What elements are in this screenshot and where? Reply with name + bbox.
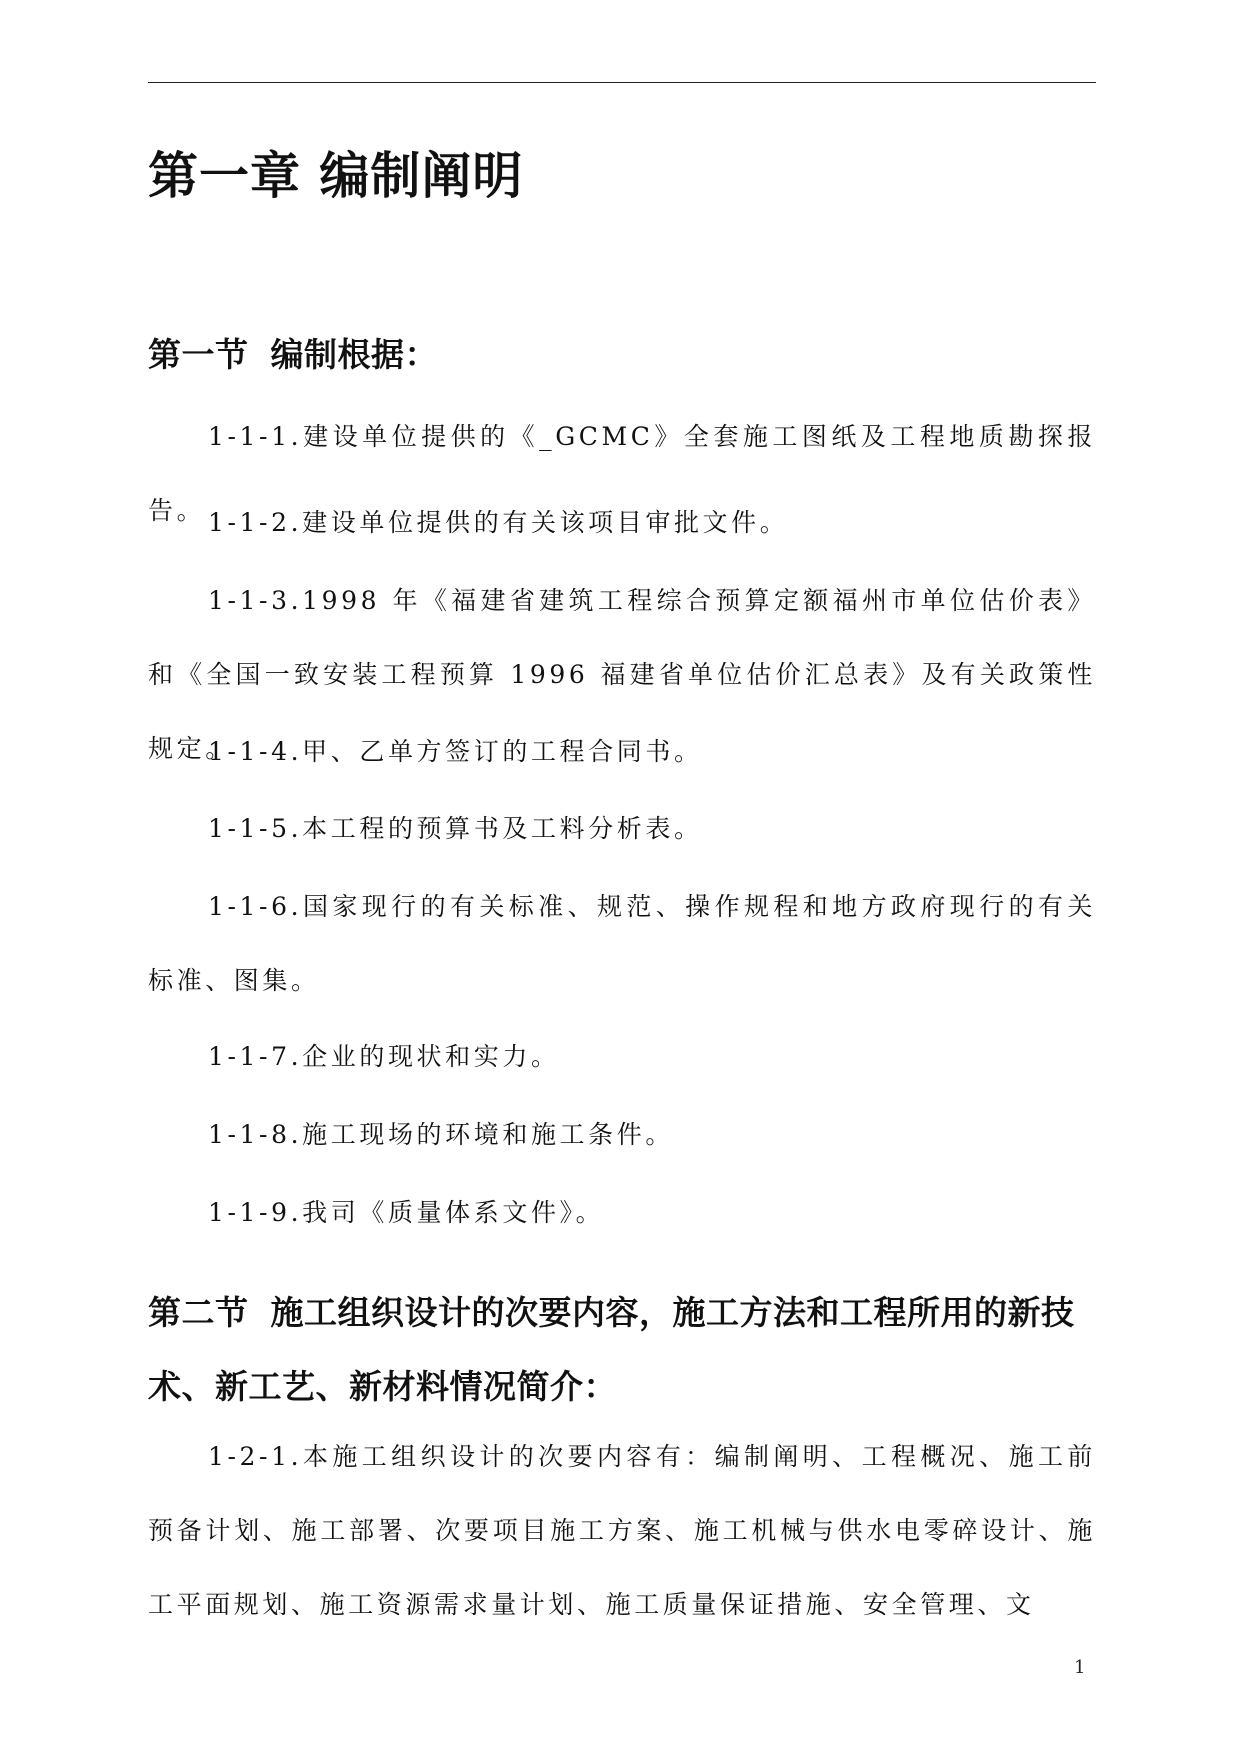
paragraph-item: 1-1-7.企业的现状和实力。 [208, 1042, 560, 1071]
paragraph-item: 1-2-1.本施工组织设计的次要内容有：编制阐明、工程概况、施工前预备计划、施工部署、次要项目施工方案、施工机械与供水电零碎设计、施工平面规划、施工资源需求量计划、施工质量保证措施、安全管理、文 [148, 1442, 1096, 1619]
paragraph-item: 1-1-3.1998 年《福建省建筑工程综合预算定额福州市单位估价表》和《全国一致安装工程预算 1996 福建省单位估价汇总表》及有关政策性规定。 [148, 586, 1096, 763]
paragraph-item: 1-1-2.建设单位提供的有关该项目审批文件。 [208, 508, 789, 537]
header-rule [148, 82, 1096, 83]
paragraph-item: 1-1-5.本工程的预算书及工料分析表。 [208, 814, 703, 843]
paragraph-item: 1-1-4.甲、乙单方签订的工程合同书。 [208, 737, 703, 766]
section-heading-1 [148, 318, 1108, 392]
section-number: 第二节 [148, 1293, 249, 1332]
paragraph-item: 1-1-8.施工现场的环境和施工条件。 [208, 1120, 674, 1149]
section-number: 第一节 [148, 335, 249, 374]
section-title-text: 施工组织设计的次要内容，施工方法和工程所用的新技术、新工艺、新材料情况简介： [148, 1293, 1075, 1406]
paragraph-item: 1-1-9.我司《质量体系文件》。 [208, 1198, 605, 1227]
section-heading-2 [148, 1276, 1108, 1424]
section-title-text: 编制根据： [270, 335, 438, 374]
paragraph-item: 1-1-1.建设单位提供的《_GCMC》全套施工图纸及工程地质勘探报告。 [148, 422, 1096, 525]
paragraph-item: 1-1-6.国家现行的有关标准、规范、操作规程和地方政府现行的有关标准、图集。 [148, 892, 1096, 995]
chapter-title: 第一章 编制阐明 [148, 147, 524, 205]
page-number: 1 [1074, 1657, 1086, 1678]
